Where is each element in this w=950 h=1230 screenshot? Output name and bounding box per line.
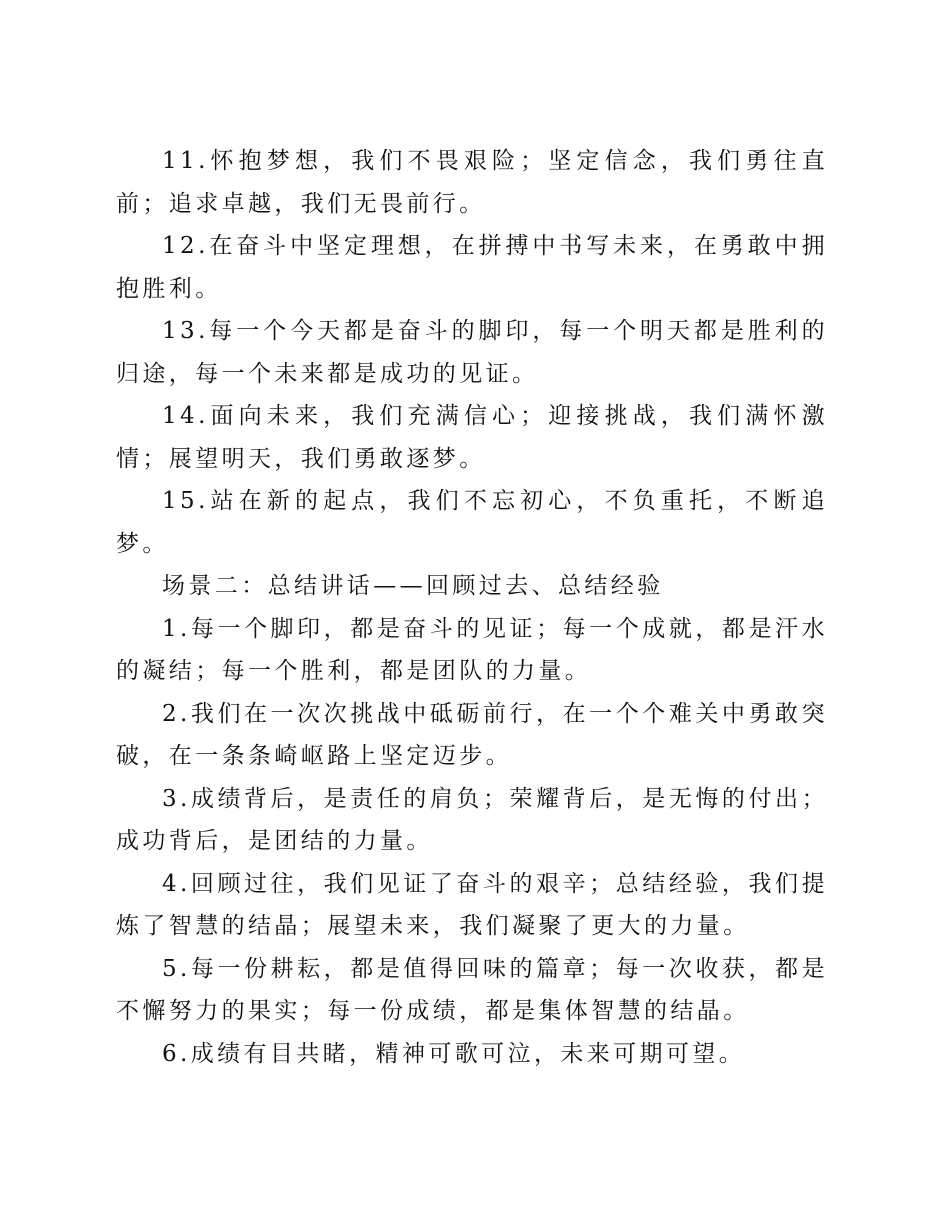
- document-body: [116, 140, 828, 1075]
- slogan-11: 11.怀抱梦想，我们不畏艰险；坚定信念，我们勇往直前；追求卓越，我们无畏前行。: [116, 148, 828, 217]
- slogan-12: 12.在奋斗中坚定理想，在拼搏中书写未来，在勇敢中拥抱胜利。: [116, 233, 828, 302]
- slogan-13: 13.每一个今天都是奋斗的脚印，每一个明天都是胜利的归途，每一个未来都是成功的见证。: [116, 318, 828, 387]
- slogan-14: 14.面向未来，我们充满信心；迎接挑战，我们满怀激情；展望明天，我们勇敢逐梦。: [116, 403, 828, 472]
- summary-3: 3.成绩背后，是责任的肩负；荣耀背后，是无悔的付出；成功背后，是团结的力量。: [116, 785, 828, 854]
- slogan-15: 15.站在新的起点，我们不忘初心，不负重托，不断追梦。: [116, 488, 828, 557]
- summary-6: 6.成绩有目共睹，精神可歌可泣，未来可期可望。: [162, 1040, 746, 1067]
- summary-4: 4.回顾过往，我们见证了奋斗的艰辛；总结经验，我们提炼了智慧的结晶；展望未来，我们凝聚了更大的力量。: [116, 870, 828, 939]
- summary-2: 2.我们在一次次挑战中砥砺前行，在一个个难关中勇敢突破，在一条条崎岖路上坚定迈步。: [116, 700, 828, 769]
- section-heading-scene-2: 场景二：总结讲话——回顾过去、总结经验: [162, 573, 664, 599]
- summary-5: 5.每一份耕耘，都是值得回味的篇章；每一次收获，都是不懈努力的果实；每一份成绩，都是集体智慧的结晶。: [116, 955, 828, 1024]
- summary-1: 1.每一个脚印，都是奋斗的见证；每一个成就，都是汗水的凝结；每一个胜利，都是团队的力量。: [116, 615, 828, 684]
